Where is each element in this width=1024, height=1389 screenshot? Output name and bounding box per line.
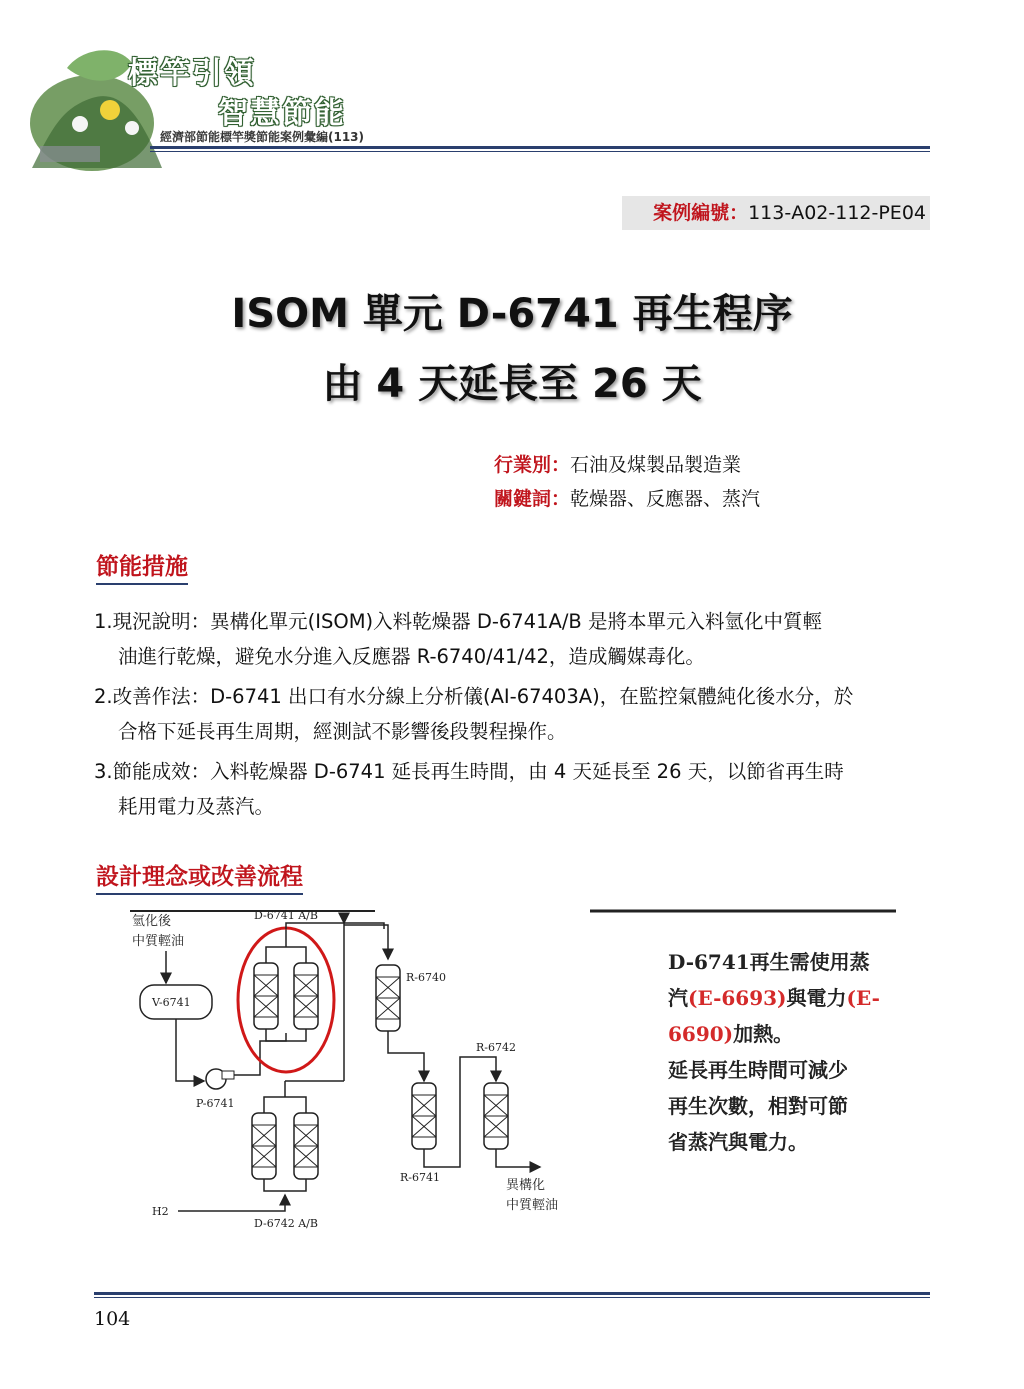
header-subtitle: 經濟部節能標竿獎節能案例彙編(113)	[160, 130, 365, 144]
header-rule-thin	[150, 151, 930, 152]
note-text: 汽	[668, 986, 688, 1010]
feed-label-1: 氫化後	[132, 914, 172, 929]
r6740-label: R-6740	[406, 971, 446, 984]
d6742b-vessel	[294, 1113, 318, 1179]
note-line-2	[668, 980, 880, 1016]
logo-title-line2: 智慧節能	[218, 96, 346, 131]
note-line-4: 延長再生時間可減少	[668, 1058, 848, 1082]
measure-item-3-line2: 耗用電力及蒸汽。	[118, 795, 275, 818]
industry-value: 石油及煤製品製造業	[570, 454, 742, 476]
feed-label-2: 中質輕油	[132, 934, 185, 949]
logo-title-line1: 標竿引領	[128, 56, 256, 91]
section-heading-measures: 節能措施	[96, 548, 188, 585]
r6741-vessel	[412, 1083, 436, 1149]
measure-item-2-line1: 2.改善作法：D-6741 出口有水分線上分析儀(AI-67403A)，在監控氣體純化後水分，於	[94, 685, 854, 708]
d6741a-vessel	[254, 963, 278, 1029]
page-title-line1: ISOM 單元 D-6741 再生程序	[231, 291, 793, 337]
diagram-note	[668, 944, 880, 1160]
note-line-3	[668, 1016, 880, 1052]
page-number: 104	[94, 1308, 131, 1330]
note-line-6: 省蒸汽與電力。	[668, 1130, 808, 1154]
r6742-vessel	[484, 1083, 508, 1149]
industry-label: 行業別：	[494, 454, 571, 476]
highlight-ellipse	[238, 928, 334, 1072]
case-number-box	[622, 196, 930, 230]
outlet-label-2: 中質輕油	[506, 1198, 559, 1213]
measure-item-2-line2: 合格下延長再生周期，經測試不影響後段製程操作。	[118, 720, 567, 743]
keywords-row	[494, 484, 760, 511]
note-text: 加熱。	[733, 1022, 794, 1046]
section-heading-design: 設計理念或改善流程	[96, 858, 303, 895]
r6740-vessel	[376, 965, 400, 1031]
note-code-e6693: (E-6693)	[688, 986, 787, 1010]
v6741-label: V-6741	[152, 996, 191, 1009]
d6741b-vessel	[294, 963, 318, 1029]
keywords-value: 乾燥器、反應器、蒸汽	[570, 488, 761, 510]
measure-item-1-line2: 油進行乾燥，避免水分進入反應器 R-6740/41/42，造成觸媒毒化。	[118, 645, 705, 668]
header-rule	[150, 146, 930, 149]
d6742-label: D-6742 A/B	[254, 1217, 318, 1230]
note-line-1: D-6741再生需使用蒸	[668, 950, 870, 974]
footer-rule	[94, 1292, 930, 1295]
r6742-label: R-6742	[476, 1041, 516, 1054]
measure-item-1-line1: 1.現況說明：異構化單元(ISOM)入料乾燥器 D-6741A/B 是將本單元入料氫化中質輕	[94, 610, 822, 633]
note-code-e6690-start: (E-	[846, 986, 880, 1010]
p6741-label: P-6741	[196, 1097, 235, 1110]
note-line-5: 再生次數，相對可節	[668, 1094, 848, 1118]
d6741-label: D-6741 A/B	[254, 909, 318, 922]
note-code-e6690-end: 6690)	[668, 1022, 734, 1046]
case-number-value: 113-A02-112-PE04	[748, 202, 926, 224]
measure-item-3-line1: 3.節能成效：入料乾燥器 D-6741 延長再生時間，由 4 天延長至 26 天，以節省再生時	[94, 760, 844, 783]
footer-rule-thin	[94, 1297, 930, 1298]
r6741-label: R-6741	[400, 1171, 440, 1184]
note-text: 與電力	[786, 986, 847, 1010]
case-number-label: 案例編號：	[653, 202, 749, 224]
outlet-label-1: 異構化	[506, 1178, 546, 1193]
d6742a-vessel	[252, 1113, 276, 1179]
page-title-line2: 由 4 天延長至 26 天	[322, 361, 702, 407]
keywords-label: 關鍵詞：	[494, 488, 571, 510]
industry-row	[494, 450, 741, 477]
measure-item-3	[94, 754, 934, 824]
measure-item-1	[94, 604, 934, 674]
measure-item-2	[94, 679, 934, 749]
h2-label: H2	[152, 1205, 169, 1218]
